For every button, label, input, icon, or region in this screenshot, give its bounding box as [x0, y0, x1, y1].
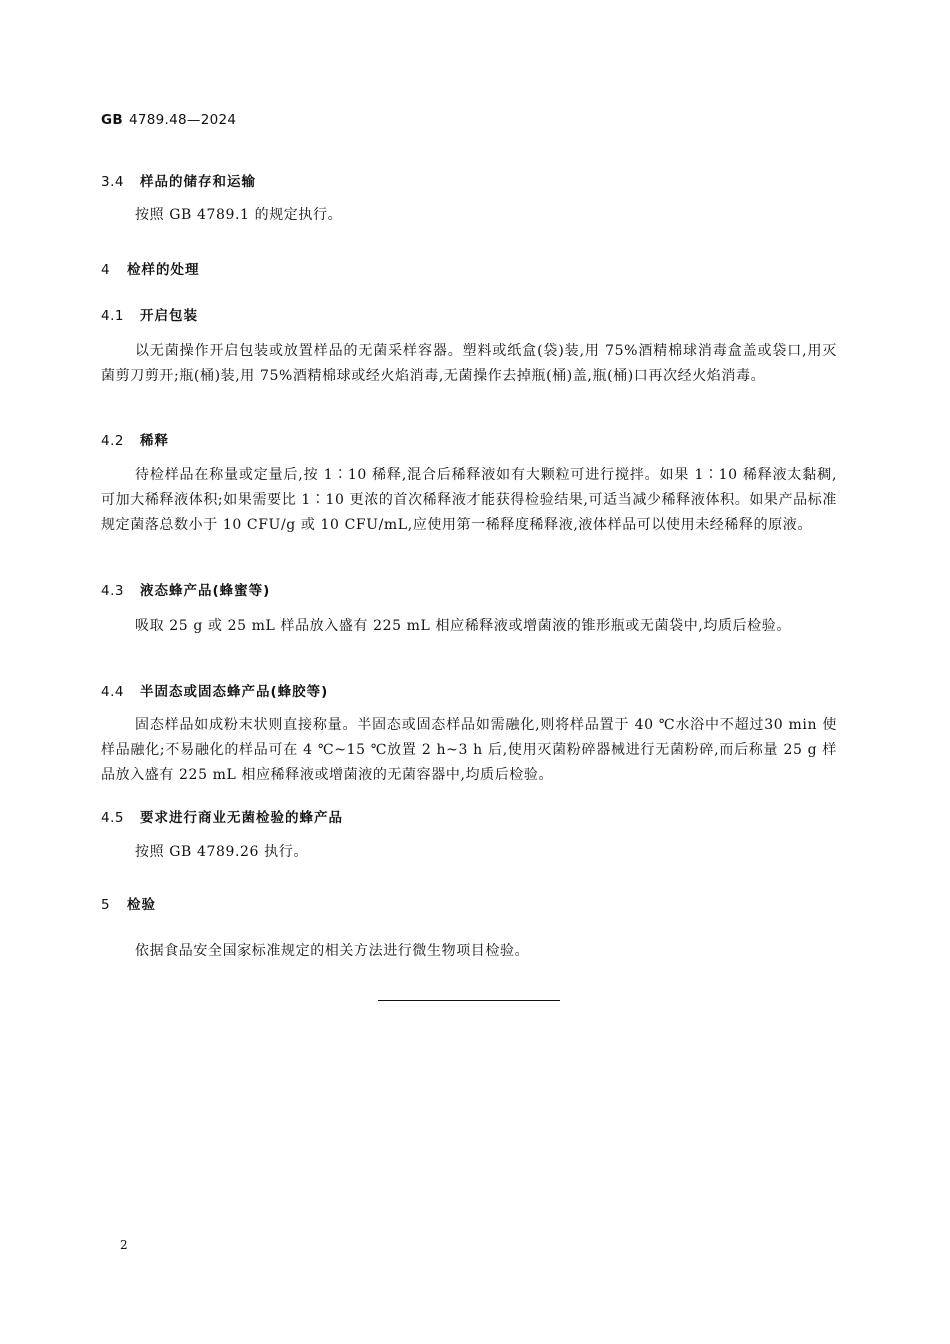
- heading-number: 4.3: [101, 583, 124, 599]
- paragraph-4-1: 以无菌操作开启包装或放置样品的无菌采样容器。塑料或纸盒(袋)装,用 75%酒精棉球消毒盒盖或袋口,用灭菌剪刀剪开;瓶(桶)装,用 75%酒精棉球或经火焰消毒,无菌操作去掉瓶(桶)盖,瓶(桶)口再次经火焰消毒。: [101, 343, 837, 384]
- paragraph-4-3: 吸取 25 g 或 25 mL 样品放入盛有 225 mL 相应稀释液或增菌液的锥形瓶或无菌袋中,均质后检验。: [135, 618, 791, 634]
- heading-title: 开启包装: [140, 308, 198, 324]
- heading-3-4: [101, 170, 256, 190]
- heading-4-5: [101, 806, 343, 826]
- page-header: [101, 112, 236, 128]
- heading-number: 5: [101, 897, 111, 913]
- paragraph-3-4: 按照 GB 4789.1 的规定执行。: [135, 207, 343, 223]
- heading-title: 检验: [127, 897, 156, 913]
- paragraph-4-5: 按照 GB 4789.26 执行。: [135, 844, 308, 860]
- page-number: 2: [120, 1238, 128, 1252]
- heading-number: 4.5: [101, 810, 124, 826]
- heading-number: 3.4: [101, 174, 124, 190]
- end-rule: [378, 1000, 560, 1001]
- paragraph-5: 依据食品安全国家标准规定的相关方法进行微生物项目检验。: [135, 943, 530, 959]
- paragraph-4-2: 待检样品在称量或定量后,按 1∶10 稀释,混合后稀释液如有大颗粒可进行搅拌。如果 1∶10 稀释液太黏稠,可加大稀释液体积;如果需要比 1∶10 更浓的首次稀释液才能获得检验结果,可适当减少稀释液体积。如果产品标准规定菌落总数小于 10 CFU/g 或 10 CFU/mL,应使用第一稀释度稀释液,液体样品可以使用未经稀释的原液。: [101, 467, 837, 533]
- heading-number: 4.4: [101, 684, 124, 700]
- heading-title: 样品的储存和运输: [140, 174, 256, 190]
- heading-4: [101, 258, 200, 278]
- heading-5: [101, 893, 156, 913]
- heading-4-4: [101, 680, 328, 700]
- heading-title: 稀释: [140, 433, 169, 449]
- heading-title: 检样的处理: [127, 262, 200, 278]
- heading-4-1: [101, 304, 198, 324]
- heading-title: 半固态或固态蜂产品(蜂胶等): [140, 684, 329, 700]
- standard-prefix: GB: [101, 112, 123, 128]
- heading-number: 4: [101, 262, 111, 278]
- heading-4-2: [101, 429, 169, 449]
- heading-number: 4.2: [101, 433, 124, 449]
- heading-number: 4.1: [101, 308, 124, 324]
- heading-title: 要求进行商业无菌检验的蜂产品: [140, 810, 343, 826]
- standard-code: 4789.48—2024: [128, 112, 237, 128]
- paragraph-4-4: 固态样品如成粉末状则直接称量。半固态或固态样品如需融化,则将样品置于 40 ℃水浴中不超过30 min 使样品融化;不易融化的样品可在 4 ℃~15 ℃放置 2 h~3 h 后,使用灭菌粉碎器械进行无菌粉碎,而后称量 25 g 样品放入盛有 225 mL 相应稀释液或增菌液的无菌容器中,均质后检验。: [101, 717, 837, 783]
- heading-title: 液态蜂产品(蜂蜜等): [140, 583, 271, 599]
- heading-4-3: [101, 579, 270, 599]
